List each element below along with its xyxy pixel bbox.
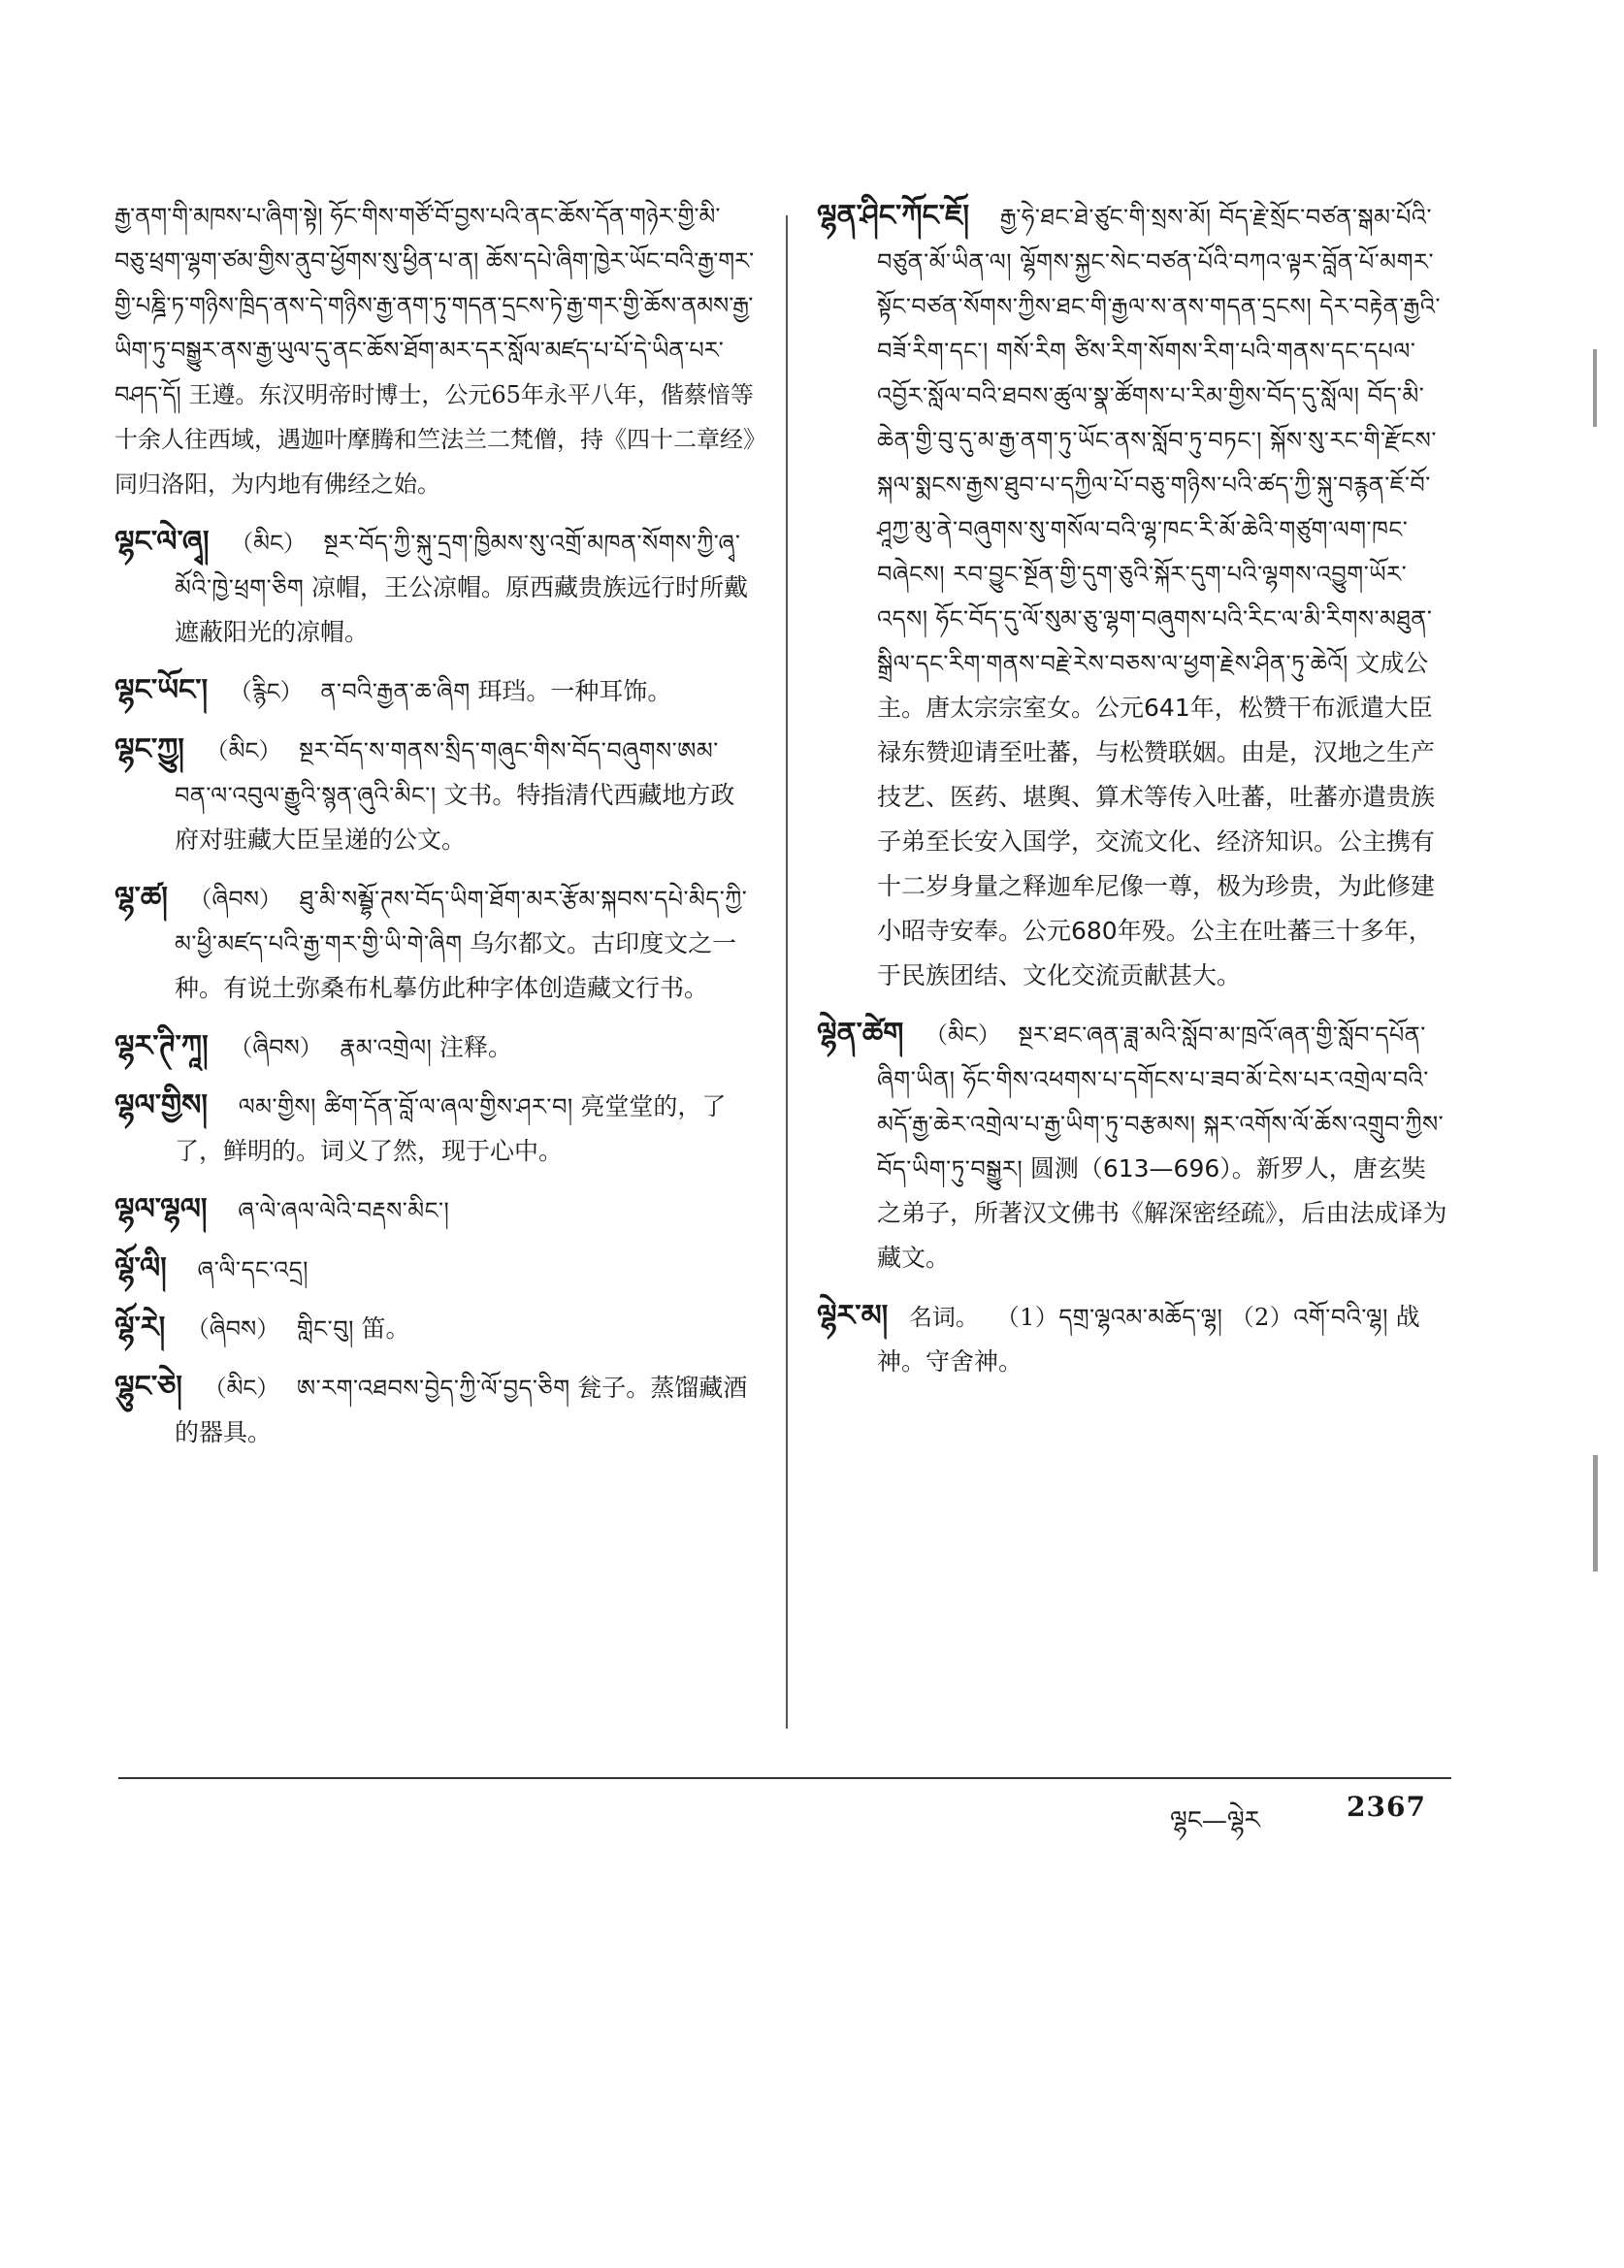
entry-headword: ལྷལ་ལྷལ། bbox=[114, 1192, 208, 1226]
dictionary-entry bbox=[114, 1365, 755, 1455]
continuation-entry bbox=[114, 194, 755, 506]
entry-headword: ལྷེན་ཚེག bbox=[817, 1017, 904, 1051]
entry-headword: ལྷང་ལེ་ཞྭ། bbox=[114, 525, 210, 559]
footer-rule bbox=[118, 1777, 1451, 1779]
entry-chinese-definition: 文书。特指清代西藏地方政府对驻藏大臣呈递的公文。 bbox=[175, 781, 735, 854]
entry-grammar: （མིང） bbox=[230, 530, 307, 557]
column-divider bbox=[786, 215, 788, 1729]
entry-tibetan-definition: ན་བའི་རྒྱན་ཆ་ཞིག bbox=[320, 678, 471, 705]
dictionary-entry bbox=[817, 1294, 1447, 1384]
entry-tibetan-definition: ཐུ་མི་སམྦྷོ་ཊས་བོད་ཡིག་ཐོག་མར་རྩོམ་སྐབས་དཔེ་མིད་ཀྱི་མ་ཕྱི་མཛད་པའི་རྒྱ་གར་གྱི་ཡི་གེ་ཞིག bbox=[175, 886, 748, 957]
entry-grammar: （མིང） bbox=[203, 1375, 280, 1402]
entry-grammar: 名词。 bbox=[908, 1304, 979, 1331]
dictionary-entry bbox=[114, 1187, 755, 1233]
right-entries bbox=[817, 194, 1447, 1384]
entry-tibetan-definition: གླིང་བུ། bbox=[296, 1315, 354, 1343]
entry-headword: ལྷོ་རེ། bbox=[114, 1311, 166, 1345]
dictionary-entry bbox=[817, 1012, 1447, 1280]
scan-edge-mark bbox=[1593, 1455, 1598, 1571]
entry-headword: ལྷང་ཀྱུ། bbox=[114, 732, 184, 766]
entry-grammar: （ཞིབས） bbox=[229, 1034, 323, 1061]
entry-tibetan-definition: ཞ་ལི་དང་འདྲ། bbox=[197, 1256, 309, 1283]
entry-tibetan-definition: རྣམ་འགྲེལ། bbox=[340, 1034, 433, 1061]
page-number: 2367 bbox=[1347, 1791, 1426, 1823]
running-head: ལྷང—ལྷེར bbox=[1170, 1806, 1260, 1835]
dictionary-entry bbox=[114, 876, 755, 1011]
left-entries bbox=[114, 520, 755, 1455]
continuation-tibetan: རྒྱ་ནག་གི་མཁས་པ་ཞིག་སྟེ། ཧོང་གིས་གཙོ་བོ་བྱས་པའི་ནང་ཆོས་དོན་གཉེར་གྱི་མི་བཅུ་ཕྲག་ལྷག་ཙམ་གྱིས་ནུབ་ཕྱོགས་སུ་ཕྱིན་པ་ན། ཆོས་དཔེ་ཞིག་ཁྱེར་ཡོང་བའི་རྒྱ་གར་གྱི་པཎྜི་ཏ་གཉིས་ཁྲིད་ནས་དེ་གཉིས་རྒྱ་ནག་ཏུ་གདན་དྲངས་ཏེ་རྒྱ་གར་གྱི་ཆོས་ནམས་རྒྱ་ཡིག་ཏུ་བསྒྱུར་ནས་རྒྱ་ཡུལ་དུ་ནང་ཆོས་ཐོག་མར་དར་སློལ་མཛད་པ་པོ་དེ་ཡིན་པར་བཤད་དོ། bbox=[114, 203, 755, 408]
entry-headword: ལྷུང་ཅེ། bbox=[114, 1370, 182, 1404]
entry-chinese-definition: 战神。守舍神。 bbox=[877, 1303, 1420, 1376]
entry-grammar: （ཞིབས） bbox=[188, 886, 282, 913]
entry-headword: ལྷ་ཚ། bbox=[114, 881, 168, 915]
entry-chinese-definition: 乌尔都文。古印度文之一种。有说土弥桑布札摹仿此种字体创造藏文行书。 bbox=[175, 929, 737, 1002]
entry-grammar: （རྙིང） bbox=[228, 678, 304, 705]
dictionary-entry bbox=[817, 194, 1447, 998]
entry-headword: ལྷན་ཤིང་ཀོང་ཇོ། bbox=[817, 199, 970, 233]
entry-chinese-definition: 注释。 bbox=[438, 1033, 512, 1061]
dictionary-entry bbox=[114, 1247, 755, 1292]
entry-chinese-definition: 瓮子。蒸馏藏酒的器具。 bbox=[175, 1374, 748, 1446]
entry-chinese-definition: 亮堂堂的，了了，鲜明的。词义了然，现于心中。 bbox=[175, 1092, 727, 1165]
entry-chinese-definition: 文成公主。唐太宗宗室女。公元641年，松赞干布派遣大臣禄东赞迎请至吐蕃，与松赞联姻。由是，汉地之生产技艺、医药、堪舆、算术等传入吐蕃，吐蕃亦遣贵族子弟至长安入国学，交流文化、经济知识。公主携有十二岁身量之释迦牟尼像一尊，极为珍贵，为此修建小昭寺安奉。公元680年殁。公主在吐蕃三十多年，于民族团结、文化交流贡献甚大。 bbox=[877, 649, 1436, 989]
left-column bbox=[114, 194, 755, 1469]
entry-chinese-definition: 笛。 bbox=[361, 1314, 410, 1343]
dictionary-entry bbox=[114, 728, 755, 862]
entry-headword: ལྷོ་ལི། bbox=[114, 1251, 167, 1285]
continuation-chinese: 王遵。东汉明帝时博士，公元65年永平八年，偕蔡愔等十余人往西域，遇迦叶摩腾和竺法兰二梵僧，持《四十二章经》同归洛阳，为内地有佛经之始。 bbox=[114, 381, 755, 498]
entry-tibetan-definition: （1）དགྲ་ལྷའམ་མཆོད་ལྷ། （2）འགོ་བའི་ལྷ། bbox=[995, 1304, 1388, 1331]
dictionary-entry bbox=[114, 1306, 755, 1351]
scan-edge-mark bbox=[1593, 349, 1597, 427]
entry-grammar: （ཞིབས） bbox=[185, 1315, 280, 1343]
entry-chinese-definition: 圆测（613—696）。新罗人，唐玄奘之弟子，所著汉文佛书《解深密经疏》，后由法成译为藏文。 bbox=[877, 1154, 1447, 1272]
entry-grammar: （མིང） bbox=[205, 737, 282, 764]
dictionary-entry bbox=[114, 1024, 755, 1070]
entry-tibetan-definition: སྔར་ཐང་ཞན་ཟླ་མའི་སློབ་མ་ཁྲའོ་ཞན་གྱི་སློབ་དཔོན་ཞིག་ཡིན། ཧོང་གིས་འཕགས་པ་དགོངས་པ་ཟབ་མོ་ངེས་པར་འགྲེལ་བའི་མདོ་རྒྱ་ཆེར་འགྲེལ་པ་རྒྱ་ཡིག་ཏུ་བརྩམས། སྐར་འགོས་ལོ་ཆོས་འགྲུབ་ཀྱིས་བོད་ཡིག་ཏུ་བསྒྱུར། bbox=[877, 1021, 1445, 1183]
entry-grammar: （མིང） bbox=[925, 1021, 1001, 1049]
entry-headword: ལྷེར་མ། bbox=[817, 1299, 889, 1333]
entry-chinese-definition: 凉帽，王公凉帽。原西藏贵族远行时所戴遮蔽阳光的凉帽。 bbox=[175, 573, 748, 646]
entry-tibetan-definition: སྔར་བོད་ཀྱི་སྐུ་དྲག་ཁྱིམས་སུ་འགྲོ་མཁན་སོགས་ཀྱི་ཞྭ་མོའི་ཁྱེ་ཕྲག་ཅིག bbox=[175, 530, 741, 601]
entry-tibetan-definition: ཨ་རག་འཐབས་བྱེད་ཀྱི་ལོ་བྱད་ཅིག bbox=[296, 1375, 570, 1402]
entry-tibetan-definition: སྔར་བོད་ས་གནས་སྲིད་གཞུང་གིས་བོད་བཞུགས་ཨམ་བན་ལ་འབུལ་རྒྱུའི་སྙན་ཞུའི་མིང་། bbox=[175, 737, 719, 809]
entry-chinese-definition: 珥珰。一种耳饰。 bbox=[477, 677, 672, 705]
right-column bbox=[817, 194, 1447, 1398]
dictionary-entry bbox=[114, 1084, 755, 1174]
entry-headword: ལྷར་ཊི་ཀཱ། bbox=[114, 1029, 209, 1063]
entry-headword: ལྷལ་གྱིས། bbox=[114, 1088, 209, 1122]
entry-tibetan-definition: ལམ་གྱིས། ཚིག་དོན་བློ་ལ་ཞལ་གྱིས་ཤར་བ། bbox=[238, 1093, 573, 1120]
entry-tibetan-definition: ཞ་ལེ་ཞལ་ལེའི་བརྡས་མིང་། bbox=[238, 1197, 450, 1224]
entry-headword: ལྷང་ཡོང་། bbox=[114, 673, 209, 707]
dictionary-entry bbox=[114, 668, 755, 714]
entry-tibetan-definition: རྒྱ་ཧེ་ཐང་ཐེ་ཙུང་གི་སྲས་མོ། བོད་རྗེ་སྲོང་བཙན་སྒམ་པོའི་བཙུན་མོ་ཡིན་ལ། ལྷོགས་སྐྱང་སེང་བཙན་པོའི་བཀའ་ལྟར་བློན་པོ་མགར་སྟོང་བཙན་སོགས་ཀྱིས་ཐང་གི་རྒྱལ་ས་ནས་གདན་དྲངས། དེར་བརྟེན་རྒྱའི་བཟོ་རིག་དང་། གསོ་རིག ཙིས་རིག་སོགས་རིག་པའི་གནས་དང་དཔལ་འབྱོར་སློལ་བའི་ཐབས་ཚུལ་སྣ་ཚོགས་པ་རིམ་གྱིས་བོད་དུ་སློལ། བོད་མི་ཆེན་གྱི་བུ་དུ་མ་རྒྱ་ནག་ཏུ་ཡོང་ནས་སློབ་ཏུ་བཏང་། སྐོས་སུ་རང་གི་རྫོངས་སྐལ་སྨངས་རྒྱས་ཐུབ་པ་དཀྱིལ་པོ་བཅུ་གཉིས་པའི་ཚད་ཀྱི་སྐུ་བརྙན་ཇོ་བོ་ཤཱཀྱ་མུ་ནེ་བཞུགས་སུ་གསོལ་བའི་ལྷ་ཁང་རི་མོ་ཆེའི་གཙུག་ལག་ཁང་བཞེངས། རབ་བྱུང་སྔོན་གྱི་དུག་ཅུའི་སྐོར་དུག་པའི་ལྷགས་འབྱུག་ཡོར་འདས། ཧོང་བོད་དུ་ལོ་སུམ་ཅུ་ལྷག་བཞུགས་པའི་རིང་ལ་མི་རིགས་མཐུན་སྒྲིལ་དང་རིག་གནས་བརྗེ་རེས་བཅས་ལ་ཕྱག་རྗེས་ཤིན་ཏུ་ཆེའོ། bbox=[877, 204, 1442, 677]
dictionary-entry bbox=[114, 520, 755, 655]
